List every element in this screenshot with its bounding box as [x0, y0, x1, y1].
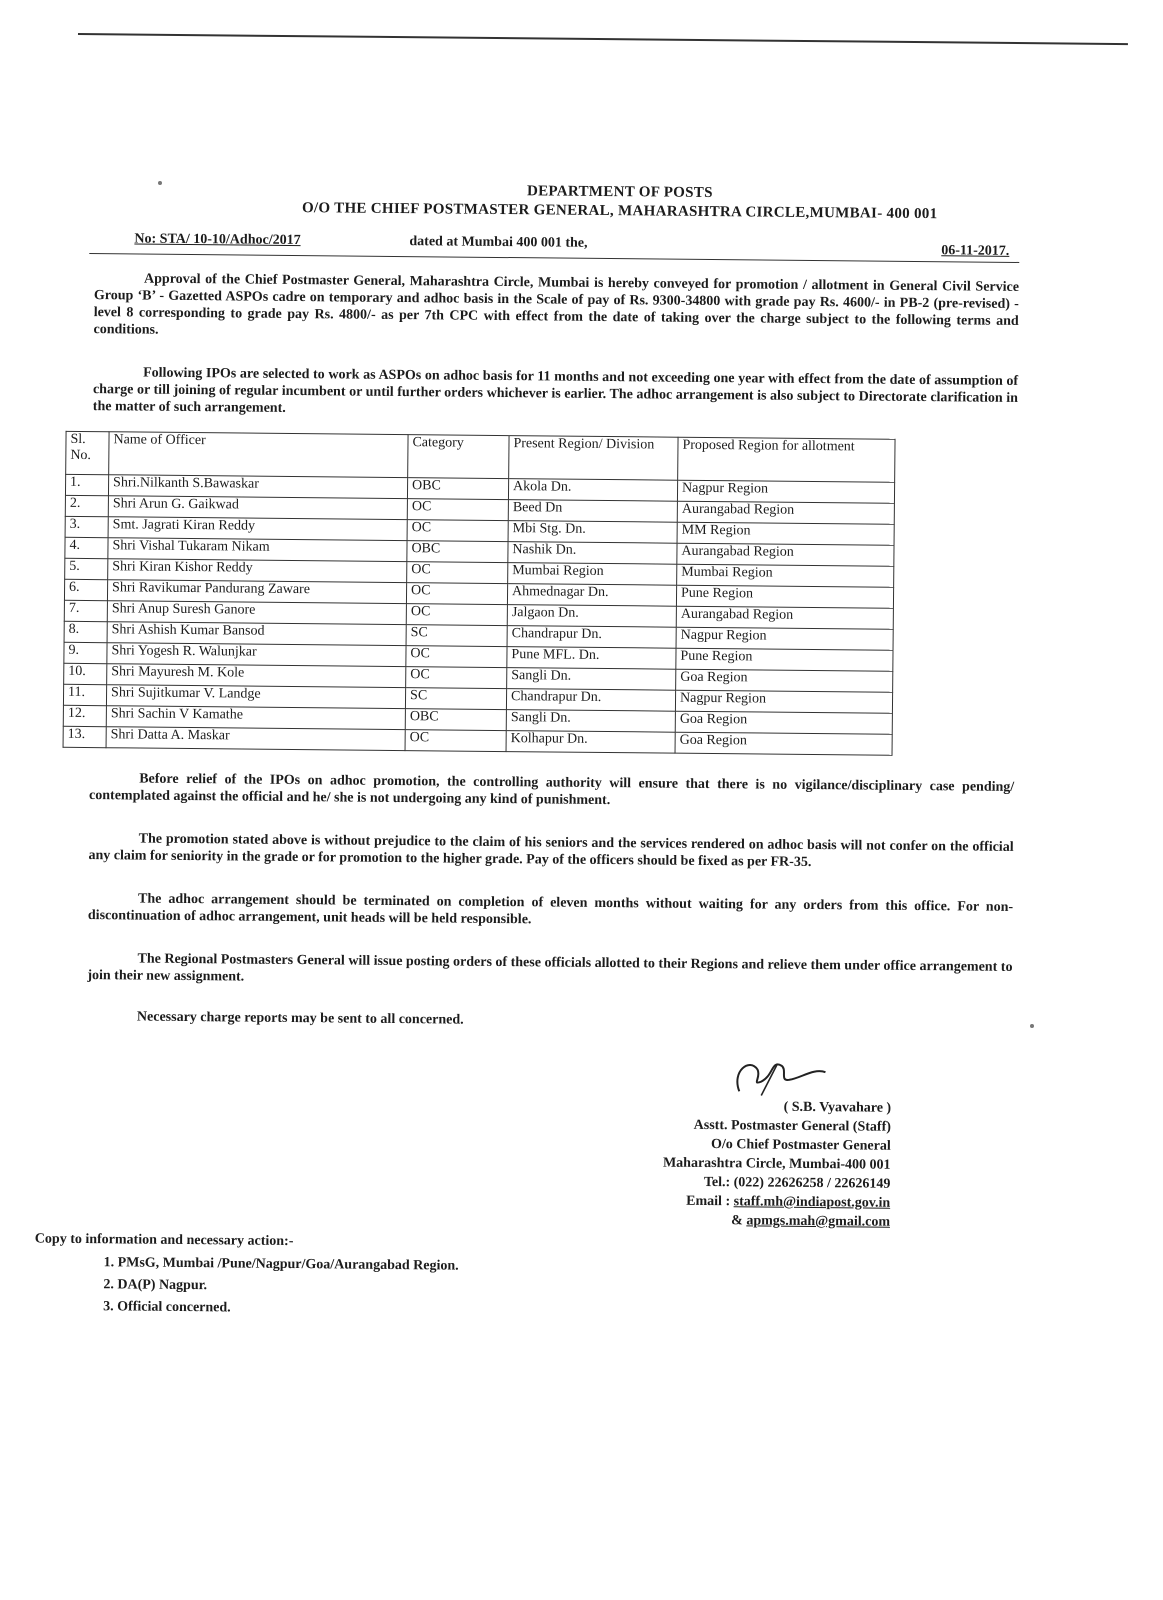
cell-present-division: Nashik Dn. — [508, 542, 677, 565]
paragraph-charge-reports: Necessary charge reports may be sent to all concerned. — [136, 1009, 464, 1028]
cell-sl-no: 11. — [63, 684, 106, 705]
email-label: Email : — [686, 1193, 731, 1210]
copy-to-item: 3. Official concerned. — [117, 1296, 1009, 1327]
cell-present-division: Kolhapur Dn. — [506, 731, 675, 754]
cell-officer-name: Shri Arun G. Gaikwad — [108, 496, 407, 520]
cell-proposed-region: Mumbai Region — [677, 564, 894, 587]
office-heading: O/O THE CHIEF POSTMASTER GENERAL, MAHARASHTRA CIRCLE,MUMBAI- 400 001 — [301, 200, 938, 223]
body-text — [34, 270, 1020, 1327]
order-date: 06-11-2017. — [941, 243, 1010, 259]
reference-number: No: STA/ 10-10/Adhoc/2017 — [134, 231, 301, 249]
cell-category: OC — [406, 667, 507, 689]
cell-present-division: Mbi Stg. Dn. — [508, 521, 677, 544]
cell-proposed-region: MM Region — [677, 522, 894, 545]
cell-category: SC — [405, 688, 506, 710]
officers-table — [63, 431, 896, 756]
cell-category: OC — [405, 730, 506, 752]
cell-proposed-region: Pune Region — [676, 585, 893, 608]
cell-officer-name: Shri Anup Suresh Ganore — [107, 601, 406, 625]
cell-present-division: Jalgaon Dn. — [507, 605, 676, 628]
cell-proposed-region: Goa Region — [675, 711, 892, 734]
cell-officer-name: Shri Ravikumar Pandurang Zaware — [107, 580, 406, 604]
cell-category: OC — [407, 562, 508, 584]
scan-speck — [158, 181, 162, 185]
dated-at: dated at Mumbai 400 001 the, — [409, 234, 588, 251]
copy-to-item: 1. PMsG, Mumbai /Pune/Nagpur/Goa/Aurangabad Region. — [117, 1252, 1009, 1283]
cell-officer-name: Shri Vishal Tukaram Nikam — [108, 538, 407, 562]
cell-proposed-region: Nagpur Region — [676, 627, 893, 650]
cell-sl-no: 13. — [63, 726, 106, 747]
cell-category: OC — [406, 604, 507, 626]
cell-sl-no: 12. — [63, 705, 106, 726]
top-border-line — [78, 33, 1128, 45]
col-category: Category — [408, 435, 509, 479]
col-present: Present Region/ Division — [509, 436, 678, 481]
cell-sl-no: 5. — [65, 558, 108, 579]
document-page — [34, 180, 1050, 1327]
paragraph-prejudice: The promotion stated above is without prejudice to the claim of his seniors and the services rendered on adhoc basis will not confer on the official any claim for seniority in the grade or for promotion to the higher grade. Pay of the officers should be fixed as per FR-35. — [88, 831, 1014, 870]
cell-category: OBC — [407, 541, 508, 563]
cell-present-division: Ahmednagar Dn. — [507, 584, 676, 607]
cell-proposed-region: Pune Region — [676, 648, 893, 671]
reference-line — [89, 231, 1019, 263]
cell-sl-no: 8. — [64, 621, 107, 642]
signature-block — [520, 1049, 892, 1232]
cell-present-division: Chandrapur Dn. — [507, 626, 676, 649]
cell-present-division: Pune MFL. Dn. — [507, 647, 676, 670]
cell-present-division: Sangli Dn. — [507, 668, 676, 691]
paragraph-relief: Before relief of the IPOs on adhoc promotion, the controlling authority will ensure that there is no vigilance/disciplinary case pending/ contemplated against the official and he/ she is not undergoing any kind of punishment. — [89, 771, 1015, 809]
cell-proposed-region: Aurangabad Region — [677, 543, 894, 566]
handwritten-signature — [721, 1051, 831, 1098]
signatory-name: ( S.B. Vyavahare ) — [783, 1099, 892, 1116]
cell-category: OBC — [405, 709, 506, 731]
cell-proposed-region: Goa Region — [675, 732, 892, 755]
cell-present-division: Mumbai Region — [508, 563, 677, 586]
cell-officer-name: Shri Mayuresh M. Kole — [107, 664, 406, 688]
signatory-address: Maharashtra Circle, Mumbai-400 001 — [662, 1155, 891, 1173]
cell-proposed-region: Nagpur Region — [675, 690, 892, 713]
col-name: Name of Officer — [109, 432, 408, 478]
cell-officer-name: Shri Kiran Kishor Reddy — [108, 559, 407, 583]
cell-officer-name: Shri Ashish Kumar Bansod — [107, 622, 406, 646]
signatory-telephone: Tel.: (022) 22626258 / 22626149 — [703, 1174, 891, 1192]
cell-category: OC — [406, 583, 507, 605]
cell-proposed-region: Aurangabad Region — [677, 501, 894, 524]
cell-sl-no: 6. — [64, 579, 107, 600]
cell-sl-no: 3. — [65, 516, 108, 537]
cell-sl-no: 4. — [65, 537, 108, 558]
cell-category: OC — [407, 499, 508, 521]
signatory-designation: Asstt. Postmaster General (Staff) — [693, 1117, 892, 1135]
paragraph-selection: Following IPOs are selected to work as ASPOs on adhoc basis for 11 months and not exceeding one year with effect from the date of assumption of charge or till joining of regular incumbent or until further orders whichever is earlier. The adhoc arrangement is also subject to Directorate clarification in the matter of such arrangement. — [92, 365, 1019, 416]
col-proposed: Proposed Region for allotment — [678, 437, 895, 482]
paragraph-approval: Approval of the Chief Postmaster General, Maharashtra Circle, Mumbai is hereby conveyed for promotion / allotment in General Civil Service Group ‘B’ - Gazetted ASPOs cadre on temporary and adhoc basis in the Scale of pay of Rs. 9300-34800 with grade pay Rs. 4600/- in PB-2 (pre-revised) - level 8 corresponding to grade pay Rs. 4800/- as per 7th CPC with effect from the date of taking over the charge subject to the following terms and conditions. — [93, 271, 1020, 338]
copy-to-item: 2. DA(P) Nagpur. — [117, 1274, 1009, 1305]
email-link-staff[interactable]: staff.mh@indiapost.gov.in — [733, 1194, 891, 1211]
cell-officer-name: Smt. Jagrati Kiran Reddy — [108, 517, 407, 541]
cell-sl-no: 10. — [64, 663, 107, 684]
cell-sl-no: 2. — [65, 495, 108, 516]
email-ampersand: & — [731, 1213, 743, 1229]
cell-category: OC — [406, 646, 507, 668]
cell-proposed-region: Goa Region — [676, 669, 893, 692]
cell-present-division: Akola Dn. — [508, 479, 677, 502]
paragraph-termination: The adhoc arrangement should be terminated on completion of eleven months without waiting for any orders from this office. For non-discontinuation of adhoc arrangement, unit heads will be held responsible. — [87, 891, 1014, 928]
cell-officer-name: Shri Sachin V Kamathe — [106, 706, 405, 730]
signatory-office: O/o Chief Postmaster General — [710, 1137, 891, 1154]
cell-officer-name: Shri Datta A. Maskar — [106, 727, 405, 751]
col-sl: Sl. No. — [66, 431, 109, 474]
cell-category: SC — [406, 625, 507, 647]
cell-sl-no: 9. — [64, 642, 107, 663]
cell-proposed-region: Aurangabad Region — [676, 606, 893, 629]
cell-category: OBC — [407, 478, 508, 500]
cell-present-division: Chandrapur Dn. — [506, 689, 675, 712]
signatory-email-line-2 — [520, 1209, 890, 1232]
cell-present-division: Beed Dn — [508, 500, 677, 523]
cell-present-division: Sangli Dn. — [506, 710, 675, 733]
paragraph-posting-orders: The Regional Postmasters General will issue posting orders of these officials allotted to their Regions and relieve them under office arrangement to join their new assignment. — [87, 951, 1013, 985]
cell-officer-name: Shri Sujitkumar V. Landge — [106, 685, 405, 709]
copy-to-title: Copy to information and necessary action:- — [34, 1231, 294, 1250]
cell-proposed-region: Nagpur Region — [677, 480, 894, 503]
cell-officer-name: Shri Yogesh R. Walunjkar — [107, 643, 406, 667]
officer-rows — [63, 474, 895, 755]
email-link-apmgs[interactable]: apmgs.mah@gmail.com — [746, 1213, 891, 1230]
cell-sl-no: 7. — [64, 600, 107, 621]
cell-officer-name: Shri.Nilkanth S.Bawaskar — [108, 475, 407, 499]
department-heading: DEPARTMENT OF POSTS — [526, 183, 713, 202]
copy-to-list — [89, 1252, 1010, 1327]
cell-sl-no: 1. — [65, 474, 108, 495]
cell-category: OC — [407, 520, 508, 542]
